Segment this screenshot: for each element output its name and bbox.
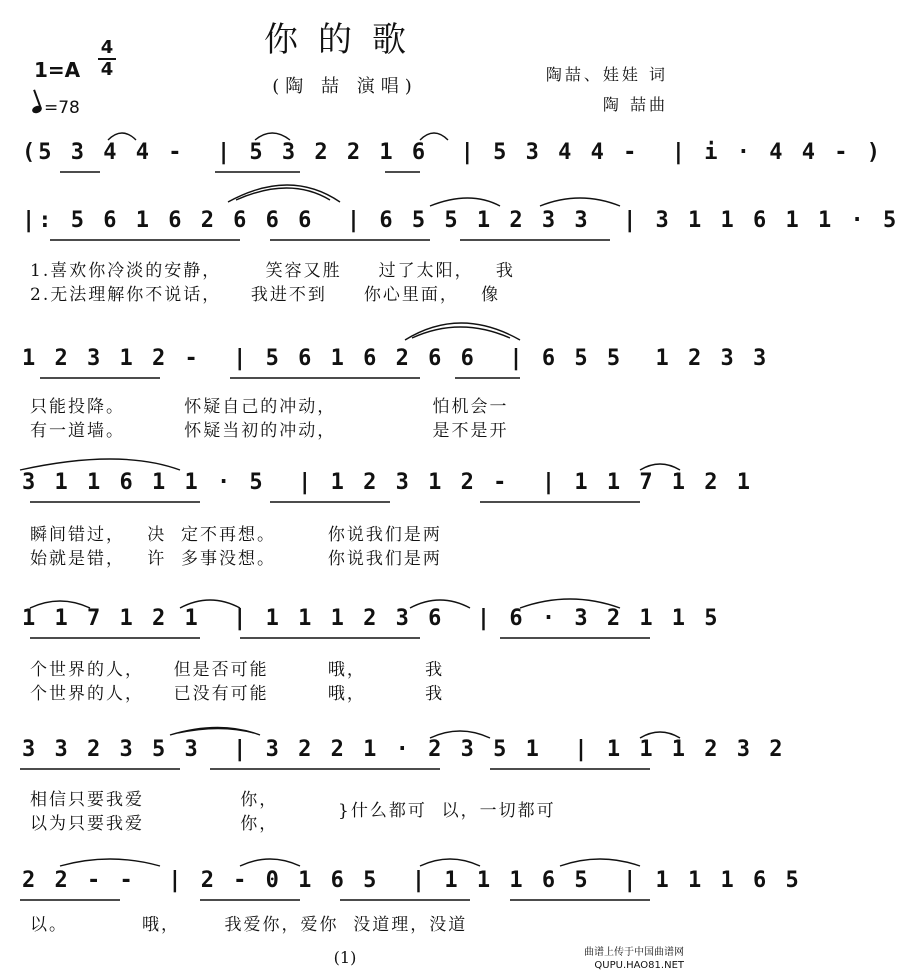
- meter-top: 4: [100, 37, 114, 58]
- lyric-line: 只能投降。 怀疑自己的冲动， 怕机会一: [30, 397, 509, 417]
- lyric-line: 始就是错， 许 多事没想。 你说我们是两: [30, 549, 442, 569]
- music-line-6: 3 3 2 3 5 3 | 3 2 2 1 · 2 3 5 1 | 1 1 1 2 3 2: [22, 737, 786, 762]
- lyric-line: 相信只要我爱 你，: [30, 790, 279, 810]
- slur-mark: [560, 859, 640, 866]
- tie-mark: [405, 323, 520, 340]
- lyric-line: 以为只要我爱 你，: [30, 814, 279, 834]
- lyric-line: 瞬间错过， 决 定不再想。 你说我们是两: [30, 525, 442, 545]
- watermark-line-1: 曲谱上传于中国曲谱网: [584, 947, 684, 958]
- music-line-3: 1 2 3 1 2 - | 5 6 1 6 2 6 6 | 6 5 5 1 2 3 3: [22, 346, 770, 371]
- music-line-1: (5 3 4 4 - | 5 3 2 2 1 6 | 5 3 4 4 - | i · 4 4 - ): [22, 140, 883, 165]
- slur-mark: [430, 198, 500, 206]
- slur-mark: [420, 859, 480, 866]
- lyric-line: 个世界的人， 但是否可能 哦， 我: [30, 660, 445, 680]
- meter-bottom: 4: [100, 59, 114, 80]
- slur-mark: [540, 198, 620, 206]
- watermark-line-2: QUPU.HAO81.NET: [594, 960, 684, 971]
- lyric-join: }什么都可 以，一切都可: [338, 801, 556, 821]
- slur-mark: [420, 133, 448, 140]
- slur-mark: [520, 599, 620, 608]
- credit-lyrics: 陶喆、娃娃 词: [545, 65, 668, 84]
- music-line-5: 1 1 7 1 2 1 | 1 1 1 2 3 6 | 6 · 3 2 1 1 5: [22, 606, 721, 631]
- music-line-7: 2 2 - - | 2 - 0 1 6 5 | 1 1 1 6 5 | 1 1 1 6 5: [22, 868, 802, 893]
- tempo-value: =78: [44, 98, 80, 118]
- page-number: (1): [333, 948, 357, 967]
- lyric-line: 2.无法理解你不说话， 我进不到 你心里面， 像: [30, 285, 501, 305]
- song-title: 你的歌: [264, 20, 426, 60]
- slur-mark: [240, 859, 300, 866]
- tie-mark: [178, 729, 254, 734]
- key-signature: 1=A: [34, 58, 81, 82]
- music-line-4: 3 1 1 6 1 1 · 5 | 1 2 3 1 2 - | 1 1 7 1 2 1: [22, 470, 754, 495]
- slur-mark: [108, 133, 136, 140]
- lyric-line: 个世界的人， 已没有可能 哦， 我: [30, 684, 445, 704]
- slur-mark: [640, 732, 680, 738]
- site-watermark: [584, 946, 684, 972]
- slur-mark: [430, 731, 490, 738]
- lyric-line: 有一道墙。 怀疑当初的冲动， 是不是开: [30, 421, 509, 441]
- slur-mark: [410, 600, 470, 608]
- lyric-line: 1.喜欢你冷淡的安静， 笑容又胜 过了太阳， 我: [30, 261, 515, 281]
- slur-mark: [20, 459, 180, 470]
- slur-mark: [60, 859, 160, 866]
- lyric-line: 以。 哦， 我爱你，爱你 没道理，没道: [30, 915, 468, 935]
- song-subtitle: (陶 喆 演唱): [272, 76, 418, 97]
- slur-mark: [640, 464, 680, 470]
- slur-mark: [30, 601, 90, 608]
- music-line-2: |: 5 6 1 6 2 6 6 6 | 6 5 5 1 2 3 3 | 3 1 1 6 1 1 · 5: [22, 208, 899, 233]
- slur-mark: [180, 600, 240, 608]
- slur-mark: [255, 133, 290, 140]
- credit-music: 陶 喆曲: [602, 95, 668, 114]
